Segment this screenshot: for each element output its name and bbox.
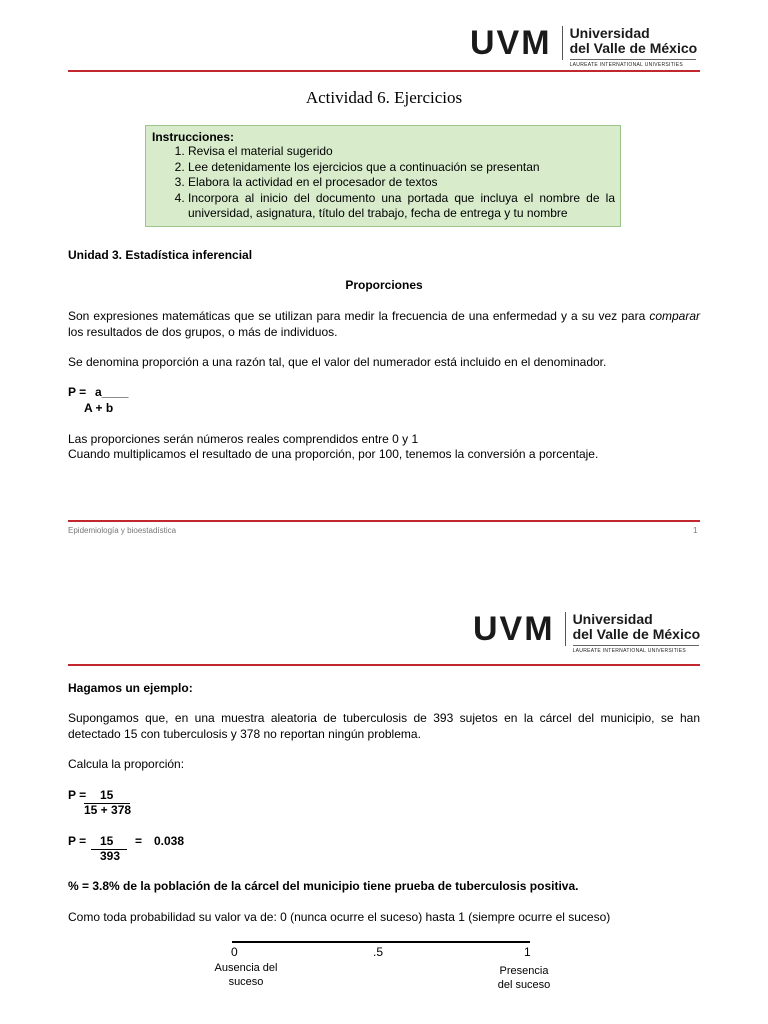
formula1-denominator: 15 + 378 xyxy=(84,803,132,817)
page-title: Actividad 6. Ejercicios xyxy=(305,88,463,107)
instructions-heading: Instrucciones: xyxy=(152,130,235,144)
result-statement: % = 3.8% de la población de la cárcel del municipio tiene prueba de tuberculosis positiva. xyxy=(68,879,579,893)
instruction-item: 4. Incorpora al inicio del documento una portada que incluya el nombre de la universidad, asignatura, título del trabajo, fecha de entrega y tu nombre xyxy=(188,191,615,222)
formula1-numerator: 15 xyxy=(100,788,114,802)
logo-tagline: LAUREATE INTERNATIONAL UNIVERSITIES xyxy=(569,62,684,68)
calc-label: Calcula la proporción: xyxy=(68,757,185,771)
formula2-result: 0.038 xyxy=(154,834,185,848)
uvm-logo xyxy=(470,26,697,68)
formula-denominator: A + b xyxy=(84,401,114,415)
percentage-sentence: Cuando multiplicamos el resultado de una proporción, por 100, tenemos la conversión a porcentaje. xyxy=(68,447,599,461)
scale-presence-line2: del suceso xyxy=(497,979,551,991)
section-title: Proporciones xyxy=(345,278,423,292)
logo-brand: UVM xyxy=(473,610,555,648)
logo-divider xyxy=(562,26,563,60)
definition-paragraph xyxy=(68,308,700,340)
formula-numerator: a____ xyxy=(95,385,129,399)
instruction-item: 1. Revisa el material sugerido xyxy=(188,144,615,160)
unit-heading: Unidad 3. Estadística inferencial xyxy=(68,248,253,262)
example-heading: Hagamos un ejemplo: xyxy=(68,681,193,695)
probability-scale-line xyxy=(232,941,530,943)
footer-rule xyxy=(68,520,700,522)
uvm-logo xyxy=(473,612,700,654)
definition-text-b: los resultados de dos grupos, o más de individuos. xyxy=(68,325,338,339)
example-paragraph: Supongamos que, en una muestra aleatoria de tuberculosis de 393 sujetos en la cárcel del municipio, se han detectado 15 con tuberculosis y 378 no reportan ningún problema. xyxy=(68,711,700,741)
logo-divider xyxy=(565,612,566,646)
logo-university-line1: Universidad xyxy=(572,611,653,627)
logo-university-line2: del Valle de México xyxy=(572,626,701,642)
scale-absence-line2: suceso xyxy=(228,976,264,988)
footer-page-number: 1 xyxy=(693,526,698,535)
instruction-item: 3. Elabora la actividad en el procesador de textos xyxy=(188,175,615,191)
definition-emphasis: comparar xyxy=(649,309,700,323)
instruction-item: 2. Lee detenidamente los ejercicios que a continuación se presentan xyxy=(188,160,615,176)
scale-min-label: 0 xyxy=(231,945,238,959)
scale-presence-line1: Presencia xyxy=(499,965,549,977)
formula2-numerator: 15 xyxy=(100,834,114,848)
probability-range-text: Como toda probabilidad su valor va de: 0 (nunca ocurre el suceso) hasta 1 (siempre ocurre el suceso) xyxy=(68,910,611,924)
logo-brand: UVM xyxy=(470,24,552,62)
logo-university-line1: Universidad xyxy=(569,25,650,41)
logo-underline xyxy=(570,59,696,60)
definition-text-a: Son expresiones matemáticas que se utilizan para medir la frecuencia de una enfermedad y a su vez para xyxy=(68,309,650,323)
range-sentence: Las proporciones serán números reales comprendidos entre 0 y 1 xyxy=(68,432,419,446)
instructions-list xyxy=(152,144,615,222)
logo-university xyxy=(570,26,698,68)
scale-presence-label xyxy=(484,964,564,992)
logo-tagline: LAUREATE INTERNATIONAL UNIVERSITIES xyxy=(572,648,687,654)
logo-university xyxy=(573,612,701,654)
header-rule xyxy=(68,70,700,72)
proportion-definition: Se denomina proporción a una razón tal, que el valor del numerador está incluido en el denominador. xyxy=(68,355,607,369)
logo-underline xyxy=(573,645,699,646)
scale-max-label: 1 xyxy=(524,945,531,959)
formula2-equals: = xyxy=(135,834,143,848)
scale-absence-label xyxy=(206,961,286,989)
instructions-box xyxy=(145,125,621,227)
logo-university-line2: del Valle de México xyxy=(569,40,698,56)
scale-absence-line1: Ausencia del xyxy=(214,962,278,974)
footer-course: Epidemiología y bioestadística xyxy=(68,526,177,535)
formula-lhs: P = xyxy=(68,385,87,399)
header-rule xyxy=(68,664,700,666)
formula1-lhs: P = xyxy=(68,788,87,802)
scale-mid-label: .5 xyxy=(373,945,384,959)
formula2-lhs: P = xyxy=(68,834,87,848)
formula2-denominator: 393 xyxy=(100,849,121,863)
